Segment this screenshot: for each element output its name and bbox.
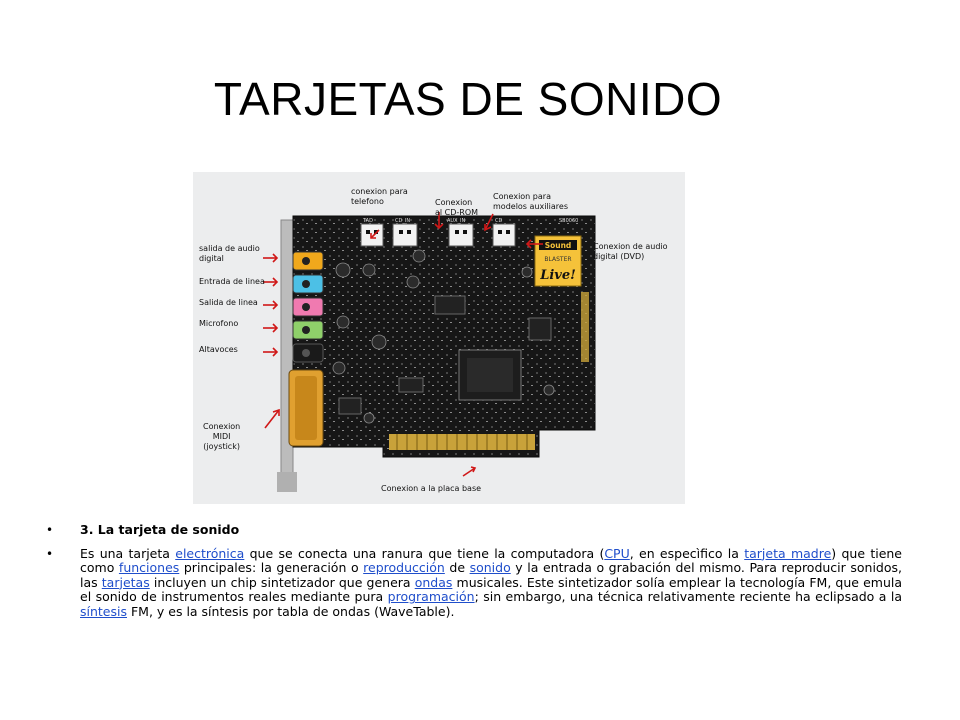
link-cpu[interactable]: CPU [604,545,630,561]
paragraph-text: que se conecta una ranura que tiene la computadora ( [244,545,605,561]
label-speakers: Altavoces [199,345,238,354]
label-pci: Conexion a la placa base [381,484,482,493]
brand-top-text: Sound [544,241,572,250]
bullet-icon: • [46,523,54,537]
brand-mid-text: BLASTER [544,256,572,263]
link-sonido[interactable]: sonido [469,560,511,576]
link-tarjeta-madre[interactable]: tarjeta madre [744,545,832,561]
link-reproduccion[interactable]: reproducción [363,560,445,576]
list-item [46,523,902,538]
brand-bottom-text: Live! [540,268,576,283]
paragraph-text: incluyen un chip sintetizador que genera [149,574,415,590]
header-pin-label: AUX_IN [447,218,466,224]
paragraph-text: ; sin embargo, una técnica relativamente reciente ha eclipsado a la [474,589,902,605]
header-pin-label: CD_IN [395,218,411,224]
label-line-in: Entrada de linea [199,277,265,286]
paragraph-text: FM, y es la síntesis por tabla de ondas (WaveTable). [127,603,455,619]
label-cdrom: Conexion al CD-ROM [435,198,479,217]
paragraph-text: musicales. Este sintetizador solía emplear la tecnología FM, que emula el sonido de instrumentos reales mediante pura [80,574,903,605]
label-aux: Conexion para modelos auxiliares [493,192,568,211]
sound-card-photo [193,172,685,504]
paragraph-text: y la entrada o grabación del mismo. Para reproducir sonidos, las [80,560,902,590]
slide-title: TARJETAS DE SONIDO [213,73,723,125]
label-midi: Conexion MIDI (joystick) [203,422,241,451]
link-funciones[interactable]: funciones [118,560,180,576]
paragraph-text: principales: la generación o [179,560,364,576]
label-mic: Microfono [199,319,239,328]
label-dvd: Conexion de audio digital (DVD) [593,242,668,261]
paragraph-text: de [444,560,470,576]
bullet-heading: 3. La tarjeta de sonido [80,522,240,537]
list-item [46,547,902,620]
header-pin-label: CD [495,218,503,224]
label-line-out: Salida de linea [199,298,258,307]
sound-card-illustration [193,172,685,504]
link-sintesis[interactable]: síntesis [80,603,127,619]
label-spdif-out: salida de audio digital [199,244,260,263]
bullet-list [46,523,902,629]
link-tarjetas[interactable]: tarjetas [101,574,150,590]
paragraph-text: ) que tiene como [80,545,902,576]
link-ondas[interactable]: ondas [414,574,453,590]
header-pin-label: TAD [363,218,373,224]
link-programacion[interactable]: programación [387,589,475,605]
paragraph-text: , en especìfico la [629,545,745,561]
bullet-icon: • [46,546,54,561]
label-phone: conexion para telefono [351,187,408,206]
paragraph-text: Es una tarjeta [80,545,176,561]
model-label: SB0060 [559,218,579,224]
link-electronica[interactable]: electrónica [175,545,245,561]
